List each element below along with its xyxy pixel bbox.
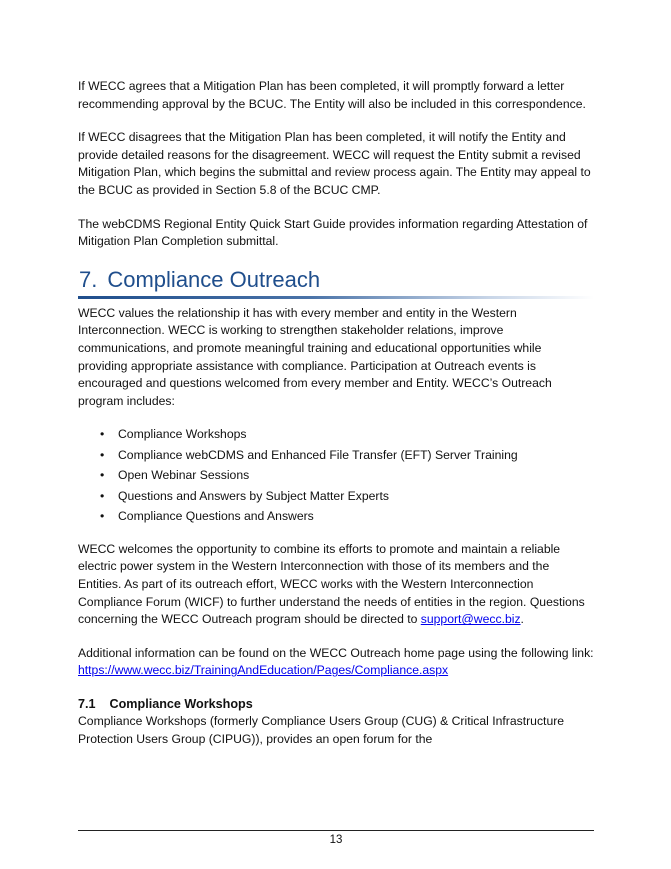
support-email-link[interactable]: support@wecc.biz <box>420 612 521 627</box>
paragraph-approval: If WECC agrees that a Mitigation Plan has been completed, it will promptly forward a letter recommending approval by the BCUC. The Entity will also be included in this correspondence. <box>78 79 586 111</box>
paragraph-additional-info-text: Additional information can be found on the WECC Outreach home page using the following link: <box>78 645 594 660</box>
bullet-icon: • <box>100 427 105 442</box>
list-item <box>78 486 594 507</box>
footer-rule <box>78 830 594 831</box>
paragraph-wicf-end: . <box>520 612 524 627</box>
list-item-text: Open Webinar Sessions <box>118 468 250 483</box>
list-item <box>78 465 594 486</box>
section-7-1-number: 7.1 <box>78 696 96 711</box>
list-item <box>78 424 594 445</box>
outreach-program-list <box>78 424 594 527</box>
bullet-icon: • <box>100 509 105 524</box>
bullet-icon: • <box>100 447 105 462</box>
paragraph-quick-start-guide: The webCDMS Regional Entity Quick Start Guide provides information regarding Attestation of Mitigation Plan Completion submittal. <box>78 216 588 249</box>
paragraph-additional-info <box>78 645 594 680</box>
list-item-text: Compliance Workshops <box>118 427 247 442</box>
section-7-heading <box>78 267 594 299</box>
section-7-1-paragraph: Compliance Workshops (formerly Compliance Users Group (CUG) & Critical Infrastructure Protection Users Group (CIPUG)), provides an open forum for the <box>78 713 565 746</box>
page-number: 13 <box>329 834 343 846</box>
section-7-number: 7. <box>79 266 98 292</box>
bullet-icon: • <box>100 468 105 483</box>
section-7-title <box>78 267 594 293</box>
bullet-icon: • <box>100 488 105 503</box>
list-item <box>78 445 594 466</box>
list-item <box>78 506 594 527</box>
list-item-text: Compliance webCDMS and Enhanced File Transfer (EFT) Server Training <box>118 447 518 462</box>
paragraph-disagreement: If WECC disagrees that the Mitigation Plan has been completed, it will notify the Entity and provide detailed reasons for the disagreement. WECC will request the Entity submit a revised Mitigation Plan, which begins the submittal and review process again. The Entity may appeal to the BCUC as provided in Section 5.8 of the BCUC CMP. <box>78 130 591 197</box>
section-7-title-text: Compliance Outreach <box>107 266 321 292</box>
list-item-text: Questions and Answers by Subject Matter Experts <box>118 488 389 503</box>
outreach-home-page-link[interactable]: https://www.wecc.biz/TrainingAndEducation/Pages/Compliance.aspx <box>78 663 449 678</box>
paragraph-wicf-text: WECC welcomes the opportunity to combine its efforts to promote and maintain a reliable electric power system in the Western Interconnection with those of its members and the Entities. As part of its outreach effort, WECC works with the Western Interconnection Compliance Forum (WICF) to further understand the needs of entities in the region. Questions concerning the WECC Outreach program should be directed to <box>78 541 585 627</box>
heading-rule <box>78 296 594 299</box>
section-7-1-heading <box>78 696 594 713</box>
section-7-1-title: Compliance Workshops <box>109 696 253 711</box>
list-item-text: Compliance Questions and Answers <box>118 509 314 524</box>
paragraph-wicf <box>78 541 594 629</box>
document-body <box>78 78 594 748</box>
section-7-intro: WECC values the relationship it has with every member and entity in the Western Interconnection. WECC is working to strengthen stakeholder relations, improve communications, and promote meaningful training and educational opportunities while providing appropriate assistance with compliance. Participation at Outreach events is encouraged and questions welcomed from every member and Entity. WECC’s Outreach program includes: <box>78 305 552 408</box>
